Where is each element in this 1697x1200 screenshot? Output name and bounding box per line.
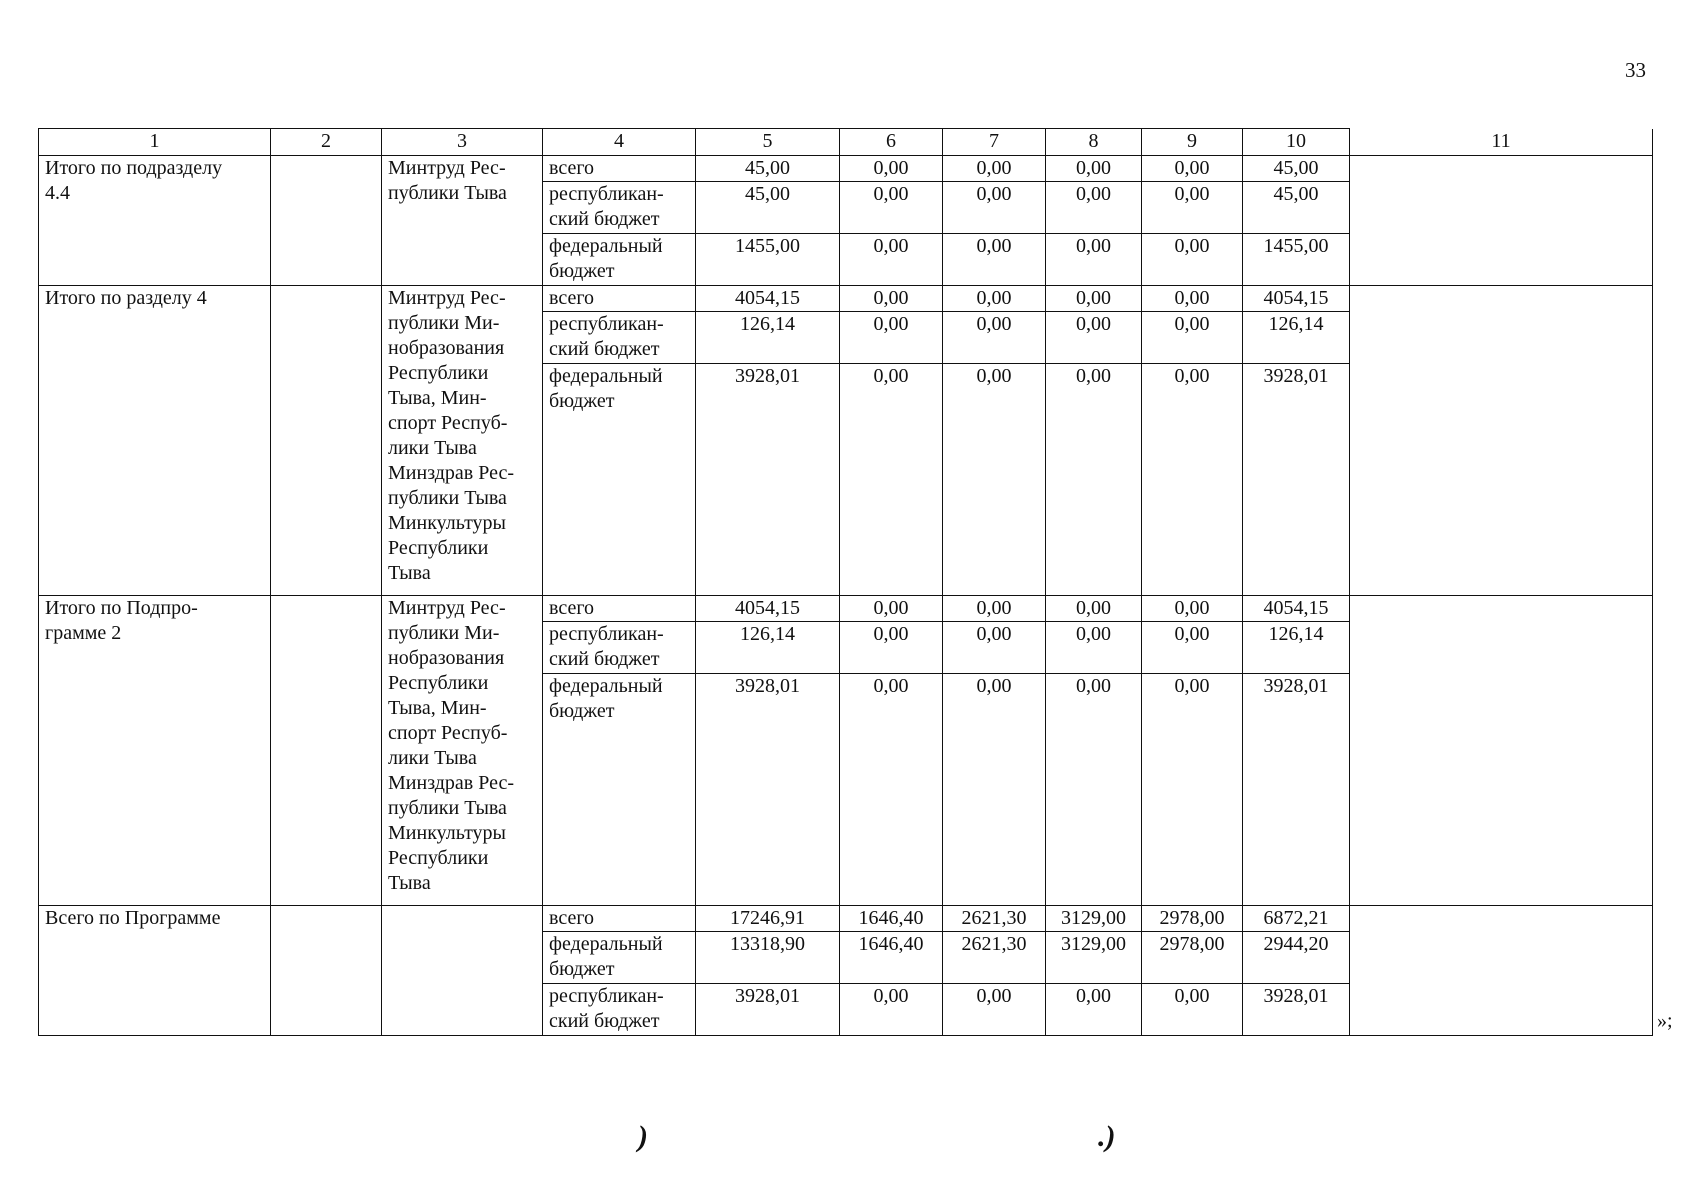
col11-cell: [1350, 234, 1653, 286]
value-cell-v7: 0,00: [943, 182, 1046, 234]
header-cell-7: 7: [943, 129, 1046, 156]
table-row: [39, 156, 1653, 182]
value-cell-v5: 126,14: [696, 622, 840, 674]
value-cell-v5: 3928,01: [696, 984, 840, 1036]
value-cell-v10: 2944,20: [1243, 932, 1350, 984]
header-cell-2: 2: [271, 129, 382, 156]
source-cell: республикан- ский бюджет: [543, 984, 696, 1036]
value-cell-v5: 3928,01: [696, 674, 840, 906]
header-cell-3: 3: [382, 129, 543, 156]
executor-cell: Минтруд Рес- публики Тыва: [382, 156, 543, 286]
header-cell-8: 8: [1046, 129, 1142, 156]
value-cell-v7: 0,00: [943, 286, 1046, 312]
value-cell-v7: 0,00: [943, 156, 1046, 182]
budget-table: [38, 128, 1653, 1036]
value-cell-v5: 4054,15: [696, 596, 840, 622]
value-cell-v5: 4054,15: [696, 286, 840, 312]
value-cell-v6: 0,00: [840, 182, 943, 234]
col11-cell: [1350, 364, 1653, 596]
value-cell-v8: 0,00: [1046, 622, 1142, 674]
value-cell-v6: 0,00: [840, 622, 943, 674]
group-title: Итого по подразделу 4.4: [39, 156, 271, 286]
col2-cell: [271, 286, 382, 596]
value-cell-v6: 1646,40: [840, 906, 943, 932]
value-cell-v10: 3928,01: [1243, 984, 1350, 1036]
col11-cell: [1350, 906, 1653, 932]
value-cell-v7: 0,00: [943, 674, 1046, 906]
executor-cell: Минтруд Рес- публики Ми- нобразования Республики Тыва, Мин- спорт Респуб- лики Тыва Минздрав Рес- публики Тыва Минкультуры Республики Тыва: [382, 286, 543, 596]
value-cell-v9: 0,00: [1142, 156, 1243, 182]
header-cell-10: 10: [1243, 129, 1350, 156]
col11-cell: [1350, 156, 1653, 182]
value-cell-v8: 0,00: [1046, 182, 1142, 234]
col2-cell: [271, 156, 382, 286]
value-cell-v7: 2621,30: [943, 932, 1046, 984]
value-cell-v9: 0,00: [1142, 234, 1243, 286]
value-cell-v10: 3928,01: [1243, 674, 1350, 906]
col2-cell: [271, 906, 382, 1036]
executor-cell: Минтруд Рес- публики Ми- нобразования Республики Тыва, Мин- спорт Респуб- лики Тыва Минздрав Рес- публики Тыва Минкультуры Республики Тыва: [382, 596, 543, 906]
col11-cell: [1350, 674, 1653, 906]
value-cell-v8: 0,00: [1046, 674, 1142, 906]
value-cell-v10: 45,00: [1243, 182, 1350, 234]
header-cell-5: 5: [696, 129, 840, 156]
table-row: [39, 906, 1653, 932]
value-cell-v10: 4054,15: [1243, 286, 1350, 312]
source-cell: всего: [543, 596, 696, 622]
value-cell-v8: 0,00: [1046, 286, 1142, 312]
value-cell-v9: 0,00: [1142, 674, 1243, 906]
value-cell-v10: 126,14: [1243, 312, 1350, 364]
col11-cell: [1350, 596, 1653, 622]
col2-cell: [271, 596, 382, 906]
table-row: [39, 286, 1653, 312]
value-cell-v8: 0,00: [1046, 156, 1142, 182]
header-cell-6: 6: [840, 129, 943, 156]
source-cell: республикан- ский бюджет: [543, 622, 696, 674]
value-cell-v6: 0,00: [840, 234, 943, 286]
group-title: Всего по Программе: [39, 906, 271, 1036]
header-row: [39, 129, 1653, 156]
value-cell-v5: 126,14: [696, 312, 840, 364]
group-title: Итого по Подпро- грамме 2: [39, 596, 271, 906]
value-cell-v10: 3928,01: [1243, 364, 1350, 596]
value-cell-v9: 0,00: [1142, 364, 1243, 596]
source-cell: республикан- ский бюджет: [543, 312, 696, 364]
source-cell: всего: [543, 286, 696, 312]
closing-quote-mark: »;: [1657, 1010, 1673, 1032]
col11-cell: [1350, 932, 1653, 984]
source-cell: всего: [543, 156, 696, 182]
value-cell-v9: 0,00: [1142, 984, 1243, 1036]
value-cell-v9: 0,00: [1142, 182, 1243, 234]
value-cell-v9: 0,00: [1142, 286, 1243, 312]
header-cell-4: 4: [543, 129, 696, 156]
source-cell: всего: [543, 906, 696, 932]
value-cell-v6: 0,00: [840, 312, 943, 364]
value-cell-v7: 0,00: [943, 984, 1046, 1036]
executor-cell: [382, 906, 543, 1036]
value-cell-v8: 0,00: [1046, 596, 1142, 622]
col11-cell: [1350, 622, 1653, 674]
page-number: 33: [1625, 58, 1646, 82]
value-cell-v8: 3129,00: [1046, 906, 1142, 932]
col11-cell: [1350, 286, 1653, 312]
source-cell: федеральный бюджет: [543, 674, 696, 906]
value-cell-v6: 0,00: [840, 156, 943, 182]
value-cell-v7: 0,00: [943, 622, 1046, 674]
value-cell-v6: 0,00: [840, 286, 943, 312]
value-cell-v7: 2621,30: [943, 906, 1046, 932]
header-cell-9: 9: [1142, 129, 1243, 156]
value-cell-v9: 0,00: [1142, 622, 1243, 674]
value-cell-v10: 4054,15: [1243, 596, 1350, 622]
col11-cell: [1350, 312, 1653, 364]
header-cell-11: 11: [1350, 129, 1653, 156]
value-cell-v5: 45,00: [696, 156, 840, 182]
value-cell-v10: 6872,21: [1243, 906, 1350, 932]
value-cell-v8: 0,00: [1046, 364, 1142, 596]
value-cell-v10: 45,00: [1243, 156, 1350, 182]
value-cell-v6: 1646,40: [840, 932, 943, 984]
value-cell-v8: 0,00: [1046, 984, 1142, 1036]
value-cell-v8: 0,00: [1046, 234, 1142, 286]
value-cell-v5: 45,00: [696, 182, 840, 234]
value-cell-v9: 0,00: [1142, 312, 1243, 364]
value-cell-v8: 3129,00: [1046, 932, 1142, 984]
value-cell-v5: 1455,00: [696, 234, 840, 286]
value-cell-v5: 3928,01: [696, 364, 840, 596]
margin-mark-right: .): [1098, 1120, 1116, 1153]
value-cell-v5: 13318,90: [696, 932, 840, 984]
value-cell-v6: 0,00: [840, 364, 943, 596]
value-cell-v7: 0,00: [943, 312, 1046, 364]
source-cell: федеральный бюджет: [543, 932, 696, 984]
value-cell-v6: 0,00: [840, 984, 943, 1036]
value-cell-v9: 2978,00: [1142, 932, 1243, 984]
group-title: Итого по разделу 4: [39, 286, 271, 596]
value-cell-v5: 17246,91: [696, 906, 840, 932]
value-cell-v7: 0,00: [943, 596, 1046, 622]
value-cell-v10: 1455,00: [1243, 234, 1350, 286]
source-cell: федеральный бюджет: [543, 364, 696, 596]
col11-cell: [1350, 984, 1653, 1036]
value-cell-v7: 0,00: [943, 234, 1046, 286]
value-cell-v8: 0,00: [1046, 312, 1142, 364]
header-cell-1: 1: [39, 129, 271, 156]
value-cell-v10: 126,14: [1243, 622, 1350, 674]
source-cell: федеральный бюджет: [543, 234, 696, 286]
source-cell: республикан- ский бюджет: [543, 182, 696, 234]
value-cell-v7: 0,00: [943, 364, 1046, 596]
margin-mark-left: ): [638, 1120, 648, 1153]
value-cell-v9: 0,00: [1142, 596, 1243, 622]
value-cell-v6: 0,00: [840, 674, 943, 906]
table-row: [39, 596, 1653, 622]
col11-cell: [1350, 182, 1653, 234]
value-cell-v6: 0,00: [840, 596, 943, 622]
value-cell-v9: 2978,00: [1142, 906, 1243, 932]
